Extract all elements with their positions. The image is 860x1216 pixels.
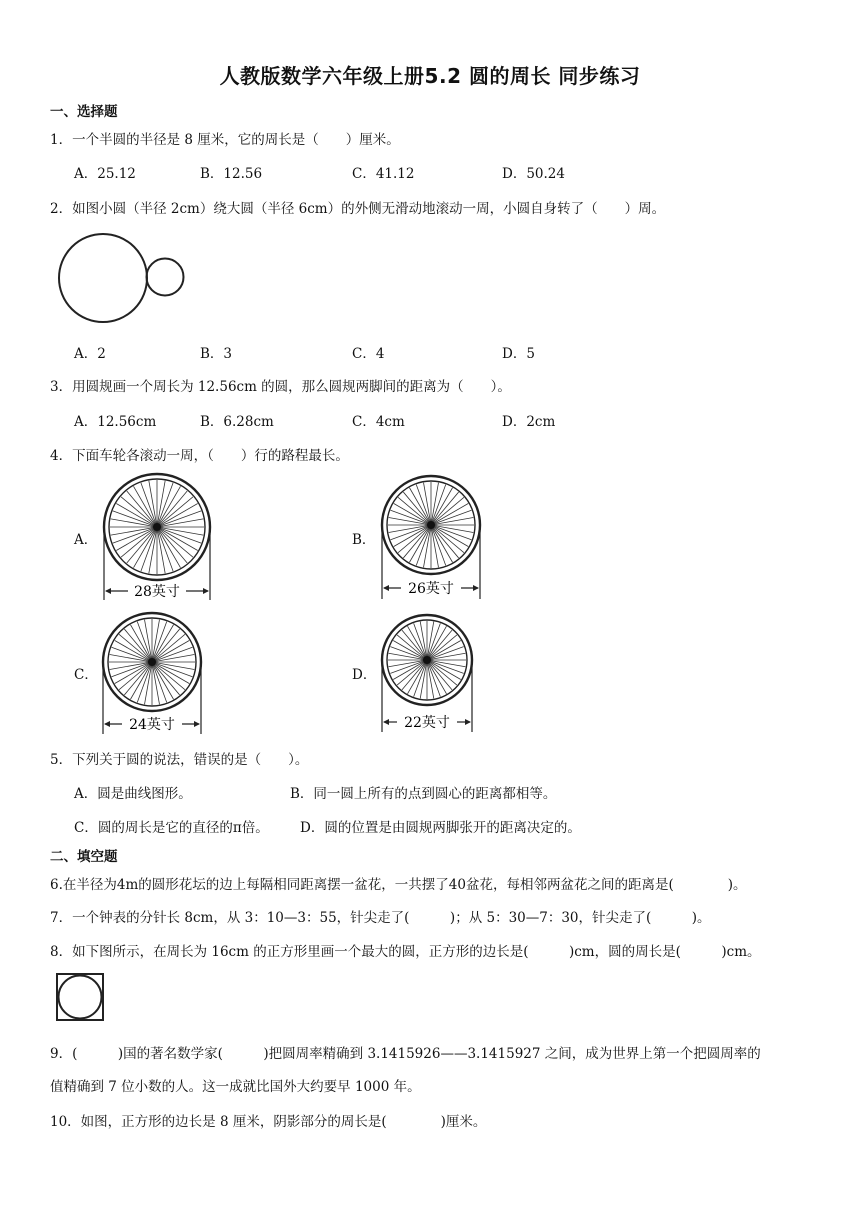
question-9-line-1: 9．( )国的著名数学家( )把圆周率精确到 3.1415926——3.1415927 之间，成为世界上第一个把圆周率的 bbox=[50, 1046, 761, 1062]
question-1-option-c: C．41.12 bbox=[352, 166, 415, 182]
question-4-option-c: C． bbox=[74, 667, 98, 683]
question-4-option-a: A． bbox=[74, 532, 98, 548]
large-circle bbox=[59, 234, 147, 322]
wheel-b-label: 26英寸 bbox=[408, 581, 454, 597]
question-5-option-a: A．圆是曲线图形。 bbox=[74, 786, 192, 802]
wheel-hub bbox=[423, 656, 431, 664]
question-2-option-b: B．3 bbox=[200, 346, 233, 362]
question-5-stem: 5．下列关于圆的说法，错误的是（ ）。 bbox=[50, 752, 309, 768]
question-7-stem: 7．一个钟表的分针长 8cm，从 3：10—3：55，针尖走了( )；从 5：30—7：30，针尖走了( )。 bbox=[50, 910, 711, 926]
wheel-hub bbox=[427, 521, 435, 529]
question-4-option-d: D． bbox=[352, 667, 377, 683]
question-4-option-b: B． bbox=[352, 532, 376, 548]
wheel-a-label: 28英寸 bbox=[134, 584, 180, 600]
wheel-c-label: 24英寸 bbox=[129, 717, 175, 733]
wheel-hub bbox=[148, 658, 156, 666]
page-title: 人教版数学六年级上册5.2 圆的周长 同步练习 bbox=[219, 64, 641, 88]
question-6-stem: 6.在半径为4m的圆形花坛的边上每隔相同距离摆一盆花，一共摆了40盆花，每相邻两盆花之间的距离是( )。 bbox=[50, 877, 747, 893]
wheel-d-figure bbox=[379, 612, 475, 736]
wheel-b-figure bbox=[379, 475, 483, 603]
wheel-body bbox=[104, 474, 210, 580]
question-1-option-a: A．25.12 bbox=[74, 166, 136, 182]
question-2-option-d: D．5 bbox=[502, 346, 535, 362]
question-9-line-2: 值精确到 7 位小数的人。这一成就比国外大约要早 1000 年。 bbox=[50, 1079, 421, 1095]
wheel-body bbox=[103, 613, 201, 711]
question-3-option-a: A．12.56cm bbox=[74, 414, 157, 430]
wheel-body bbox=[382, 615, 472, 705]
question-3-stem: 3．用圆规画一个周长为 12.56cm 的圆，那么圆规两脚间的距离为（ ）。 bbox=[50, 379, 511, 395]
question-8-square-circle-figure bbox=[56, 973, 104, 1021]
small-circle bbox=[147, 259, 184, 296]
section-fill-heading: 二、填空题 bbox=[50, 849, 118, 865]
inscribed-circle bbox=[59, 976, 102, 1019]
wheel-c-figure bbox=[100, 612, 204, 740]
wheel-body bbox=[382, 476, 480, 574]
wheel-d-label: 22英寸 bbox=[404, 715, 450, 731]
question-2-option-a: A．2 bbox=[74, 346, 106, 362]
question-10-stem: 10．如图，正方形的边长是 8 厘米，阴影部分的周长是( )厘米。 bbox=[50, 1114, 487, 1130]
question-3-option-b: B．6.28cm bbox=[200, 414, 274, 430]
question-5-option-c: C．圆的周长是它的直径的π倍。 bbox=[74, 820, 269, 836]
question-2-stem: 2．如图小圆（半径 2cm）绕大圆（半径 6cm）的外侧无滑动地滚动一周，小圆自身转了（ ）周。 bbox=[50, 201, 666, 217]
wheel-a-figure bbox=[100, 474, 214, 604]
section-choice-heading: 一、选择题 bbox=[50, 104, 118, 120]
question-3-option-d: D．2cm bbox=[502, 414, 556, 430]
question-1-option-b: B．12.56 bbox=[200, 166, 263, 182]
question-1-option-d: D．50.24 bbox=[502, 166, 565, 182]
question-3-option-c: C．4cm bbox=[352, 414, 405, 430]
question-5-option-b: B．同一圆上所有的点到圆心的距离都相等。 bbox=[290, 786, 557, 802]
question-1-stem: 1．一个半圆的半径是 8 厘米，它的周长是（ ）厘米。 bbox=[50, 132, 400, 148]
question-2-circles-figure bbox=[55, 228, 195, 328]
square bbox=[57, 974, 103, 1020]
question-2-option-c: C．4 bbox=[352, 346, 385, 362]
question-4-stem: 4．下面车轮各滚动一周，（ ）行的路程最长。 bbox=[50, 448, 349, 464]
question-5-option-d: D．圆的位置是由圆规两脚张开的距离决定的。 bbox=[300, 820, 581, 836]
wheel-hub bbox=[153, 523, 161, 531]
question-8-stem: 8．如下图所示，在周长为 16cm 的正方形里画一个最大的圆，正方形的边长是( )cm，圆的周长是( )cm。 bbox=[50, 944, 761, 960]
